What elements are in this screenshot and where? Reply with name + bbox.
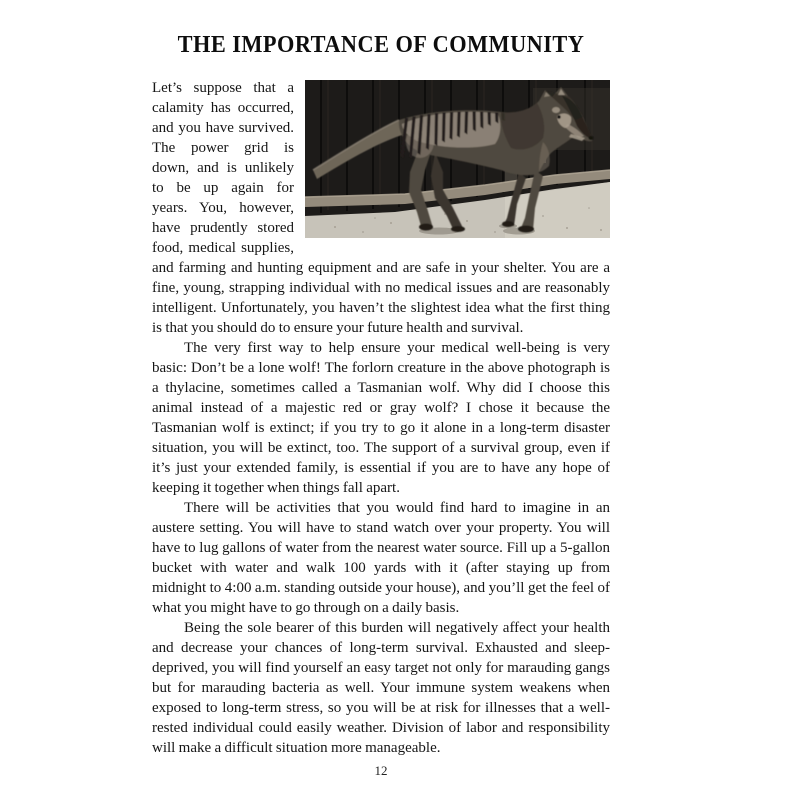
nose bbox=[589, 136, 594, 140]
page-number: 12 bbox=[374, 763, 388, 778]
article-body bbox=[152, 78, 610, 758]
chapter-title: THE IMPORTANCE OF COMMUNITY bbox=[177, 32, 585, 58]
thylacine-photograph bbox=[305, 80, 610, 238]
thylacine-photo-svg bbox=[305, 80, 610, 238]
paragraph-2: The very first way to help ensure your medical well-being is very basic: Don’t be a lone wolf! The forlorn creature in the above photograph is a thylacine, sometimes called a Tasmanian wolf. Why did I choose this animal instead of a majestic red or gray wolf? I chose it because the Tasmanian wolf is extinct; if you try to go it alone in a long-term disaster situation, you will be extinct, too. The support of a survival group, even if it’s just your extended family, is essential if you are to have any hope of keeping it together when things fall apart. bbox=[152, 340, 610, 496]
paragraph-3: There will be activities that you would find hard to imagine in an austere setting. You will have to stand watch over your property. You will have to lug gallons of water from the nearest water source. Fill up a 5-gallon bucket with water and walk 100 yards with it (after staying up from midnight to 4:00 a.m. standing outside your house), and you’ll get the feel of what you might have to go through on a daily basis. bbox=[152, 500, 610, 616]
paragraph-1: Let’s suppose that a calamity has occurred, and you have survived. The power grid is down, and is unlikely to be up again for years. You, however, have prudently stored food, medical supplies, and farming and hunting equipment and are safe in your shelter. You are a fine, young, strapping individual with no medical issues and are reasonably intelligent. Unfortunately, you haven’t the slightest idea what the first thing is that you should do to ensure your future health and survival. bbox=[152, 80, 610, 336]
paragraph-4: Being the sole bearer of this burden will negatively affect your health and decrease your chances of long-term survival. Exhausted and sleep-deprived, you will find yourself an easy target not only for marauding gangs but for marauding bacteria as well. Your immune system weakens when exposed to long-term stress, so you will be at risk for illnesses that a well-rested individual could easily weather. Division of labor and responsibility will make a difficult situation more manageable. bbox=[152, 620, 610, 756]
page-content bbox=[152, 30, 610, 758]
eye bbox=[557, 115, 560, 118]
